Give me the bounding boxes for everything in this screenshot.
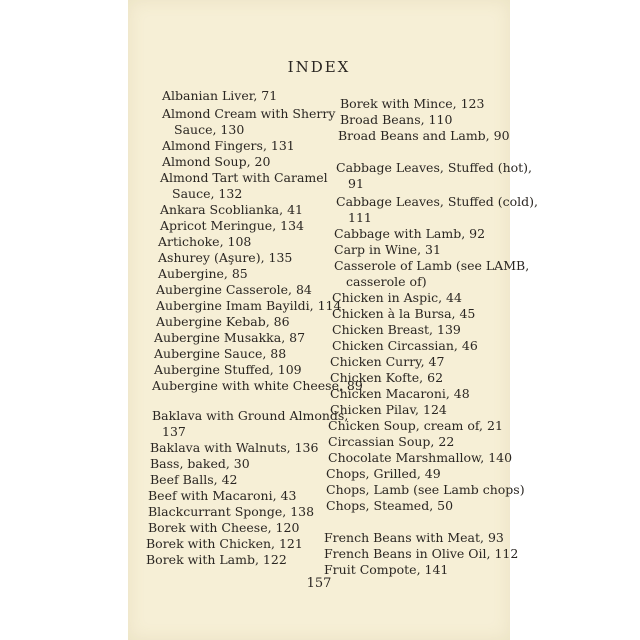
index-entry: Casserole of Lamb (see LAMB, <box>334 258 530 273</box>
index-entry: Chicken Curry, 47 <box>330 354 445 369</box>
index-entry-continuation: 111 <box>348 210 372 225</box>
index-entry-continuation: 91 <box>348 176 364 191</box>
index-entry: Aubergine Stuffed, 109 <box>154 362 302 377</box>
index-entry: Almond Fingers, 131 <box>162 138 295 153</box>
index-entry: Chicken Macaroni, 48 <box>330 386 470 401</box>
index-entry: Albanian Liver, 71 <box>162 88 278 103</box>
index-entry: Almond Tart with Caramel <box>160 170 328 185</box>
index-entry-continuation: casserole of) <box>346 274 427 289</box>
index-entry: Aubergine, 85 <box>158 266 248 281</box>
index-entry: Chicken à la Bursa, 45 <box>332 306 476 321</box>
index-title: INDEX <box>287 58 351 76</box>
index-entry: Aubergine Imam Bayildi, 114 <box>156 298 342 313</box>
index-entry: Broad Beans, 110 <box>340 112 453 127</box>
index-entry: Blackcurrant Sponge, 138 <box>148 504 315 519</box>
index-entry: Aubergine with white Cheese, 89 <box>152 378 363 393</box>
index-entry: Cabbage Leaves, Stuffed (cold), <box>336 194 538 209</box>
index-entry: Fruit Compote, 141 <box>324 562 449 577</box>
index-entry: Chicken Kofte, 62 <box>330 370 444 385</box>
index-entry: Beef Balls, 42 <box>150 472 238 487</box>
book-page <box>128 0 538 640</box>
index-entry: Circassian Soup, 22 <box>328 434 455 449</box>
index-entry: Apricot Meringue, 134 <box>160 218 305 233</box>
index-entry-continuation: Sauce, 130 <box>174 122 245 137</box>
index-entry: Borek with Cheese, 120 <box>148 520 300 535</box>
index-entry: Chicken in Aspic, 44 <box>332 290 462 305</box>
index-entry: Ashurey (Aşure), 135 <box>158 250 293 265</box>
index-entry-continuation: Sauce, 132 <box>172 186 243 201</box>
index-entry: French Beans with Meat, 93 <box>324 530 504 545</box>
index-entry: Almond Soup, 20 <box>162 154 271 169</box>
index-entry: Aubergine Sauce, 88 <box>154 346 287 361</box>
index-entry: Cabbage Leaves, Stuffed (hot), <box>336 160 533 175</box>
index-entry: Bass, baked, 30 <box>150 456 250 471</box>
index-entry: Borek with Lamb, 122 <box>146 552 287 567</box>
index-entry: Almond Cream with Sherry <box>162 106 336 121</box>
index-entry: Chops, Steamed, 50 <box>326 498 454 513</box>
index-entry: French Beans in Olive Oil, 112 <box>324 546 519 561</box>
index-entry: Artichoke, 108 <box>158 234 252 249</box>
index-entry-continuation: 137 <box>162 424 186 439</box>
index-entry: Chicken Circassian, 46 <box>332 338 478 353</box>
index-entry: Ankara Scoblianka, 41 <box>160 202 303 217</box>
index-entry: Chicken Soup, cream of, 21 <box>328 418 503 433</box>
index-entry: Broad Beans and Lamb, 90 <box>338 128 510 143</box>
index-entry: Carp in Wine, 31 <box>334 242 441 257</box>
index-entry: Cabbage with Lamb, 92 <box>334 226 486 241</box>
index-entry: Chicken Pilav, 124 <box>330 402 447 417</box>
index-entry: Baklava with Ground Almonds, <box>152 408 349 423</box>
index-entry: Aubergine Kebab, 86 <box>156 314 290 329</box>
index-entry: Aubergine Musakka, 87 <box>154 330 306 345</box>
index-entry: Chops, Grilled, 49 <box>326 466 441 481</box>
index-entry: Beef with Macaroni, 43 <box>148 488 297 503</box>
index-entry: Borek with Mince, 123 <box>340 96 485 111</box>
page-number: 157 <box>306 576 332 591</box>
index-entry: Aubergine Casserole, 84 <box>156 282 312 297</box>
index-entry: Chocolate Marshmallow, 140 <box>328 450 513 465</box>
index-entry: Borek with Chicken, 121 <box>146 536 303 551</box>
index-entry: Baklava with Walnuts, 136 <box>150 440 319 455</box>
index-entry: Chicken Breast, 139 <box>332 322 461 337</box>
index-entry: Chops, Lamb (see Lamb chops) <box>326 482 525 497</box>
